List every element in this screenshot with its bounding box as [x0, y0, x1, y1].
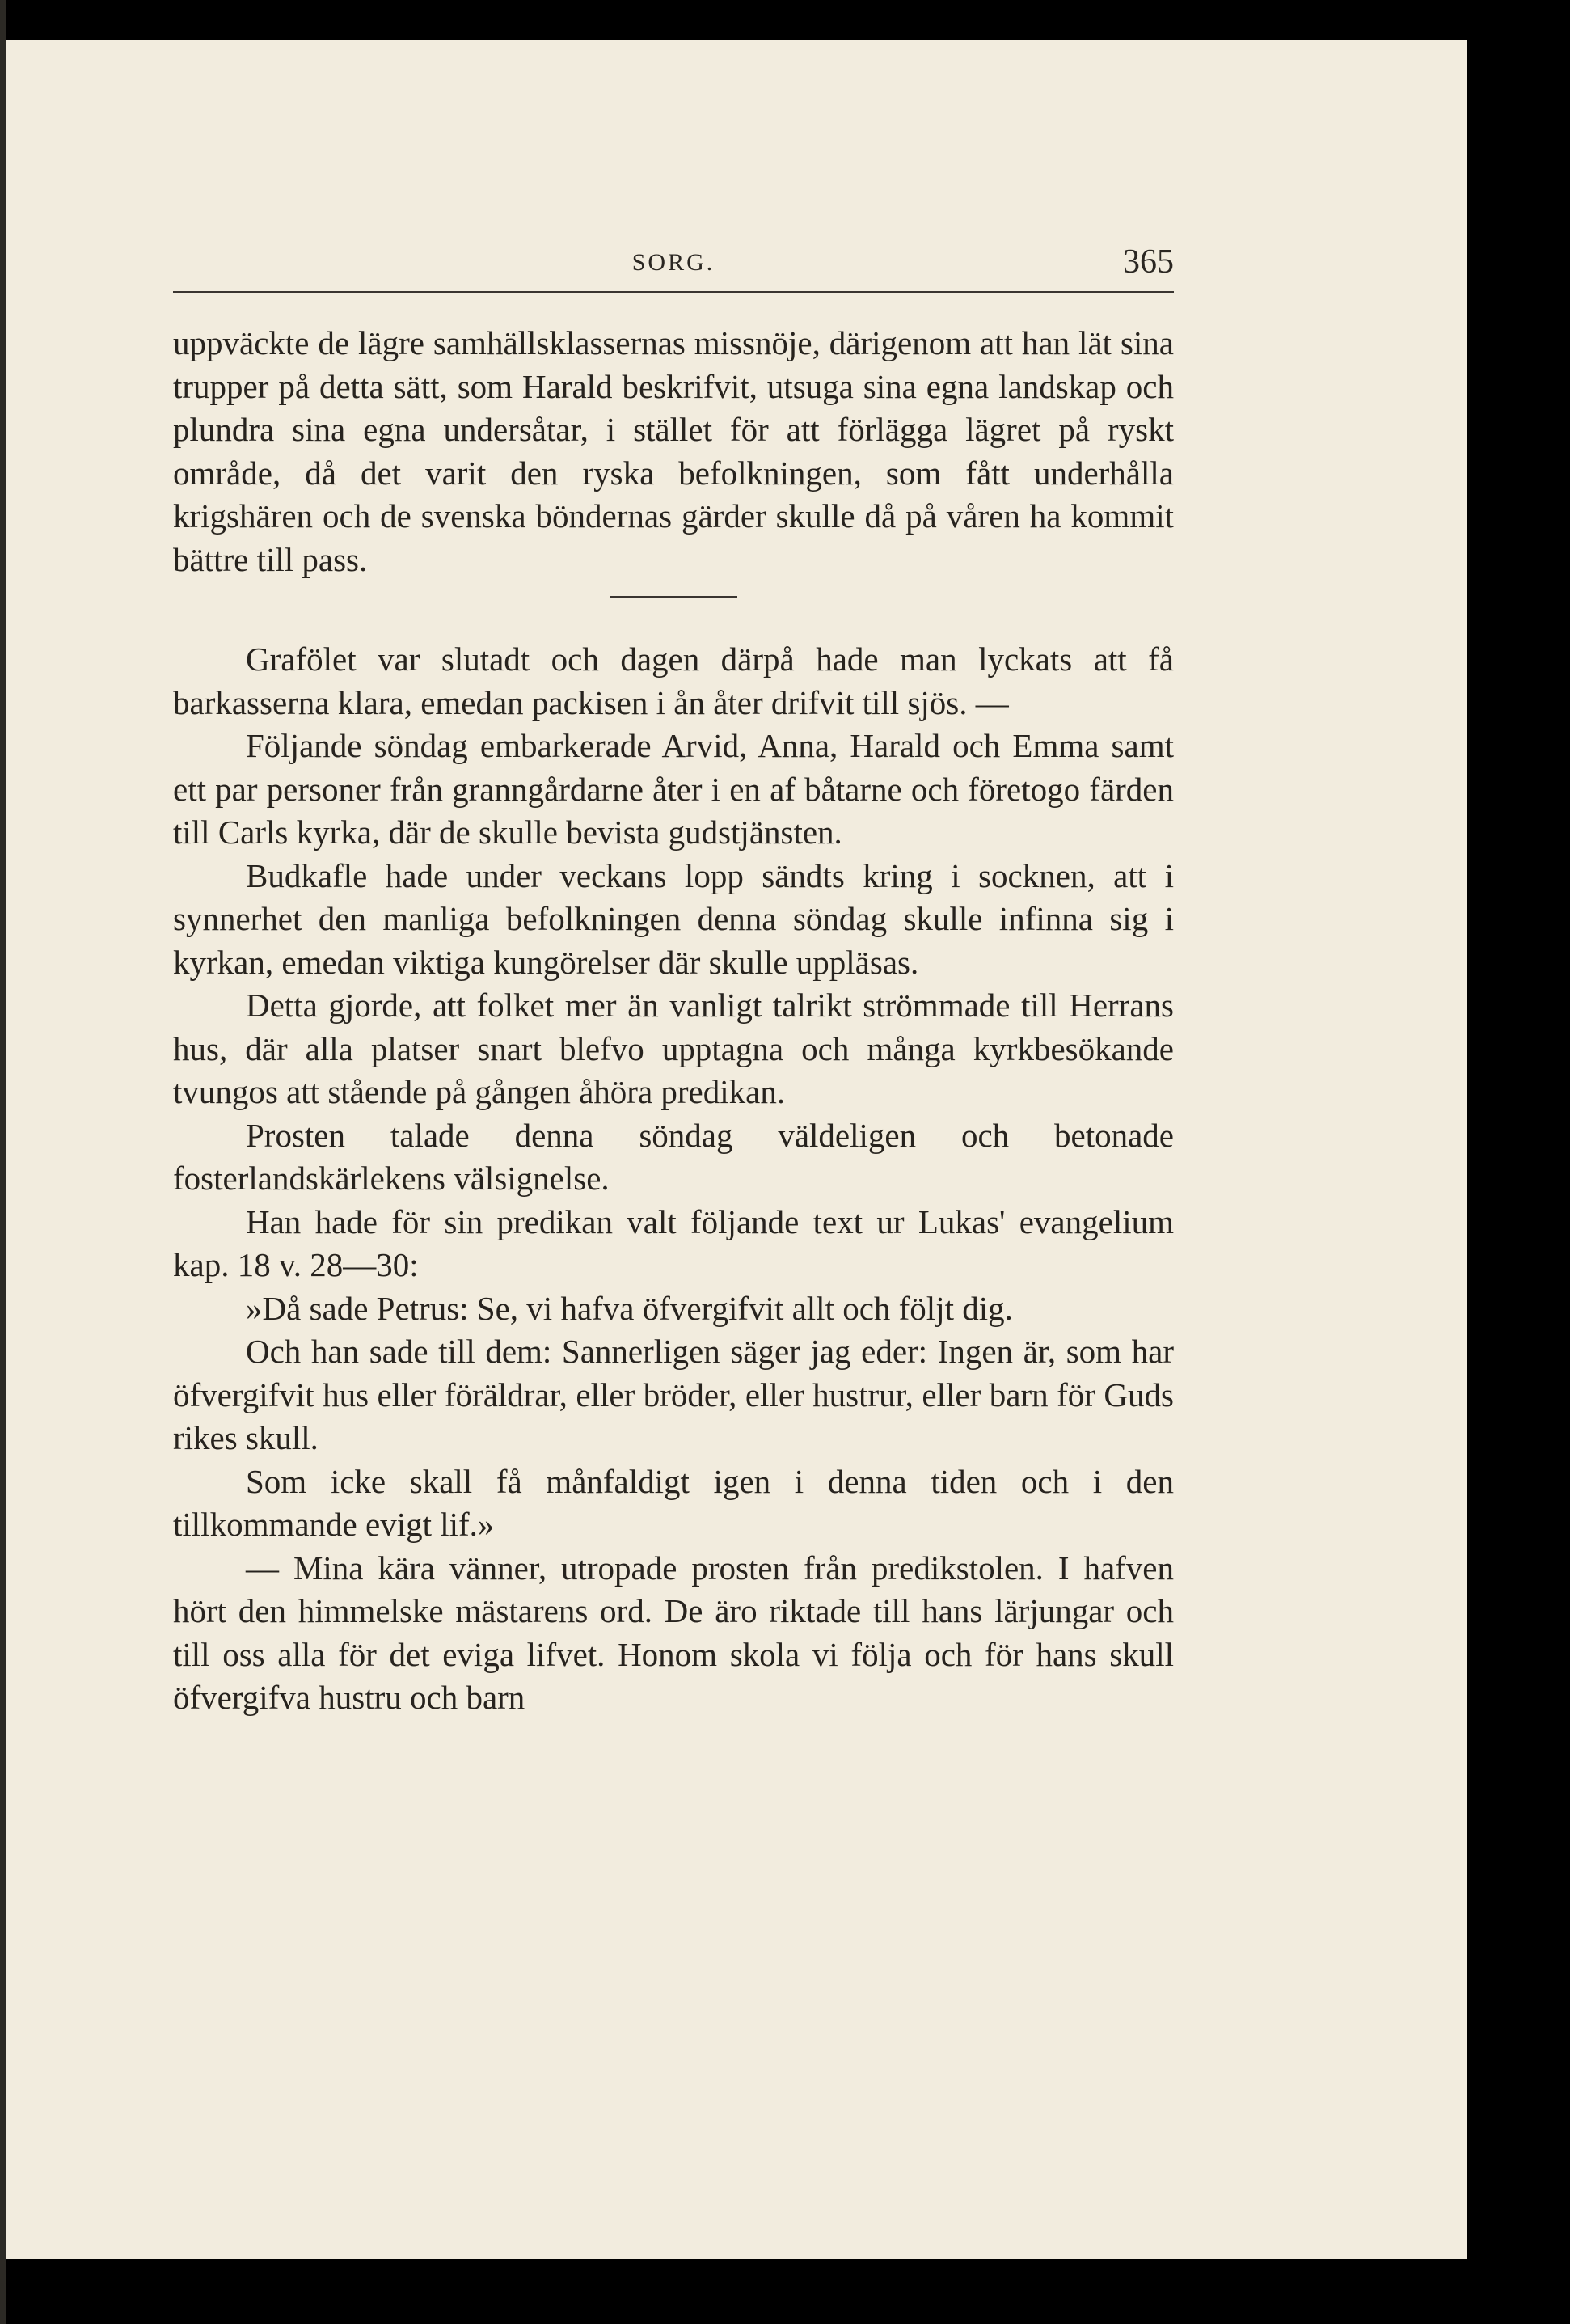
paragraph: Budkafle hade under veckans lopp sändts kring i socknen, att i synnerhet den manliga befolkningen denna söndag skulle infinna sig i kyrkan, emedan viktiga kungörelser där skulle uppläsas.: [173, 856, 1174, 981]
paragraph: Detta gjorde, att folket mer än vanligt talrikt strömmade till Herrans hus, där alla platser snart blefvo upptagna och många kyrkbesökande tvungos att stående på gången åhöra predikan.: [173, 987, 1174, 1110]
scan-edge: [0, 0, 6, 2324]
scripture-quote: Och han sade till dem: Sannerligen säger jag eder: Ingen är, som har öfvergifvit hus eller föräldrar, eller bröder, eller hustrur, eller barn för Guds rikes skull.: [173, 1333, 1174, 1456]
header-rule: [173, 291, 1174, 293]
paragraph: Grafölet var slutadt och dagen därpå hade man lyckats att få barkasserna klara, emedan packisen i ån åter drifvit till sjös. —: [173, 640, 1174, 721]
paragraph: Han hade för sin predikan valt följande text ur Lukas' evangelium kap. 18 v. 28—30:: [173, 1202, 1174, 1283]
paragraph: uppväckte de lägre samhällsklassernas missnöje, därigenom att han lät sina trupper på detta sätt, som Harald beskrifvit, utsuga sina egna landskap och plundra sina egna undersåtar, i stället för att förlägga lägret på ryskt område, då det varit den ryska befolkningen, som fått underhålla krigshären och de svenska böndernas gärder skulle då på våren ha kommit bättre till pass.: [173, 324, 1174, 578]
page-number: 365: [1123, 243, 1174, 281]
paragraph: — Mina kära vänner, utropade prosten från predikstolen. I hafven hört den himmelske mästarens ord. De äro riktade till hans lärjungar och till oss alla för det eviga lifvet. Honom skola vi följa och för hans skull öfvergifva hustru och barn: [173, 1549, 1174, 1716]
running-head: SORG.: [631, 249, 715, 276]
paragraph: Följande söndag embarkerade Arvid, Anna, Harald och Emma samt ett par personer från granngårdarne åter i en af båtarne och företogo färden till Carls kyrka, där de skulle bevista gudstjänsten.: [173, 727, 1174, 851]
page-header: [173, 243, 1174, 291]
paragraph: Prosten talade denna söndag väldeligen och betonade fosterlandskärlekens välsignelse.: [173, 1116, 1174, 1197]
body-text: [173, 322, 1174, 1720]
section-divider: [610, 596, 737, 598]
scripture-quote: Som icke skall få månfaldigt igen i denna tiden och i den tillkommande evigt lif.»: [173, 1462, 1174, 1543]
scripture-quote: »Då sade Petrus: Se, vi hafva öfvergifvit allt och följt dig.: [246, 1289, 1013, 1327]
